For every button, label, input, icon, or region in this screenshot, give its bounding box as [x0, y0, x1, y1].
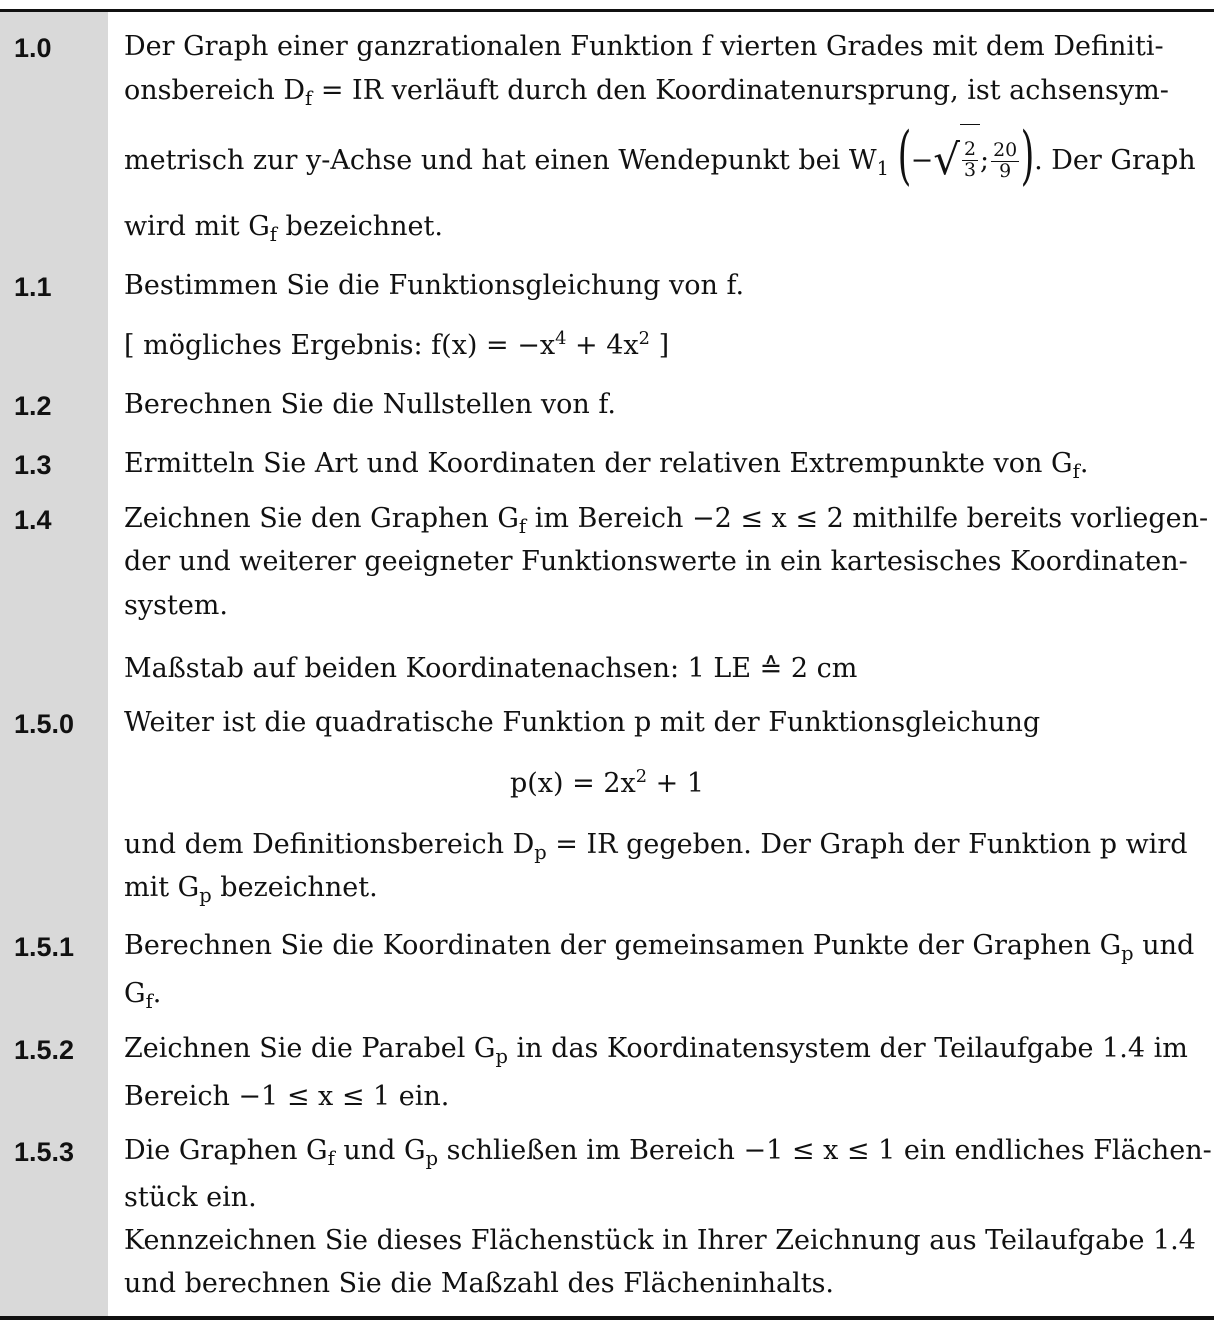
sqrt-two-thirds: √ $\frac{2}{3}$: [933, 126, 980, 197]
task-1-5-3-line-3: Kennzeichnen Sie dieses Flächenstück in Ihrer Zeichnung aus Teilaufgabe 1.4: [124, 1225, 1196, 1256]
task-1-5-2-line-2: Bereich −1 ≤ x ≤ 1 ein.: [124, 1081, 450, 1112]
task-1-3-line-1: Ermitteln Sie Art und Koordinaten der relativen Extrempunkte von $G_f$.: [124, 448, 1089, 483]
task-1-0-line-4: wird mit $G_f$ bezeichnet.: [124, 211, 443, 246]
task-number-1-0: 1.0: [14, 33, 52, 63]
task-number-1-4: 1.4: [14, 505, 52, 535]
task-1-0-line-3: metrisch zur y-Achse und hat einen Wendepunkt bei $W_1$ (−√ $\frac{2}{3}$ ; $\frac{20}{9}$ ). Der Graph: [124, 126, 1196, 196]
task-1-5-0-line-1: Weiter ist die quadratische Funktion p mit der Funktionsgleichung: [124, 707, 1041, 738]
task-1-0-line-2: onsbereich $D_f$ = IR verläuft durch den Koordinatenursprung, ist achsensym-: [124, 75, 1169, 110]
top-rule: [0, 9, 1214, 12]
task-number-1-3: 1.3: [14, 450, 52, 480]
minus-sign: −: [910, 145, 934, 176]
task-1-5-3-line-2: stück ein.: [124, 1182, 257, 1213]
task-1-5-3-line-1: Die Graphen $G_f$ und $G_p$ schließen im Bereich −1 ≤ x ≤ 1 ein endliches Flächen-: [124, 1135, 1212, 1170]
task-number-1-5-3: 1.5.3: [14, 1137, 75, 1167]
fraction-twenty-ninths: $\frac{20}{9}$: [993, 139, 1018, 182]
task-1-5-0-line-3: mit $G_p$ bezeichnet.: [124, 872, 378, 907]
task-number-1-5-0: 1.5.0: [14, 709, 75, 739]
task-1-4-line-3: system.: [124, 590, 228, 621]
close-paren: ): [1020, 118, 1035, 193]
task-number-1-5-1: 1.5.1: [14, 932, 75, 962]
bottom-rule: [0, 1316, 1214, 1320]
task-1-4-line-2: der und weiterer geeigneter Funktionswerte in ein kartesisches Koordinaten-: [124, 546, 1188, 577]
task-1-1-result: [ mögliches Ergebnis: $f(x) = -x^4 + 4x^2$ ]: [124, 328, 670, 361]
number-column: [0, 12, 108, 1316]
task-1-1-line-1: Bestimmen Sie die Funktionsgleichung von f.: [124, 270, 745, 301]
open-paren: (: [897, 118, 911, 193]
task-1-5-1-line-2: $G_f$.: [124, 978, 162, 1013]
task-number-1-5-2: 1.5.2: [14, 1035, 75, 1065]
task-1-5-1-line-1: Berechnen Sie die Koordinaten der gemeinsamen Punkte der Graphen $G_p$ und: [124, 930, 1195, 965]
task-1-5-0-equation: $p(x) = 2x^2 + 1$: [509, 766, 705, 799]
task-1-4-line-1: Zeichnen Sie den Graphen $G_f$ im Bereich −2 ≤ x ≤ 2 mithilfe bereits vorliegen-: [124, 503, 1209, 538]
task-1-2-line-1: Berechnen Sie die Nullstellen von f.: [124, 389, 617, 420]
task-1-5-3-line-4: und berechnen Sie die Maßzahl des Flächeninhalts.: [124, 1268, 835, 1299]
task-1-0-line-1: Der Graph einer ganzrationalen Funktion f vierten Grades mit dem Definiti-: [124, 31, 1164, 62]
task-1-5-0-line-2: und dem Definitionsbereich $D_p$ = IR gegeben. Der Graph der Funktion p wird: [124, 829, 1188, 864]
task-1-4-scale: Maßstab auf beiden Koordinatenachsen: 1 LE ≙ 2 cm: [124, 653, 858, 684]
task-number-1-2: 1.2: [14, 391, 52, 421]
task-1-5-2-line-1: Zeichnen Sie die Parabel $G_p$ in das Koordinatensystem der Teilaufgabe 1.4 im: [124, 1033, 1188, 1068]
task-number-1-1: 1.1: [14, 272, 52, 302]
